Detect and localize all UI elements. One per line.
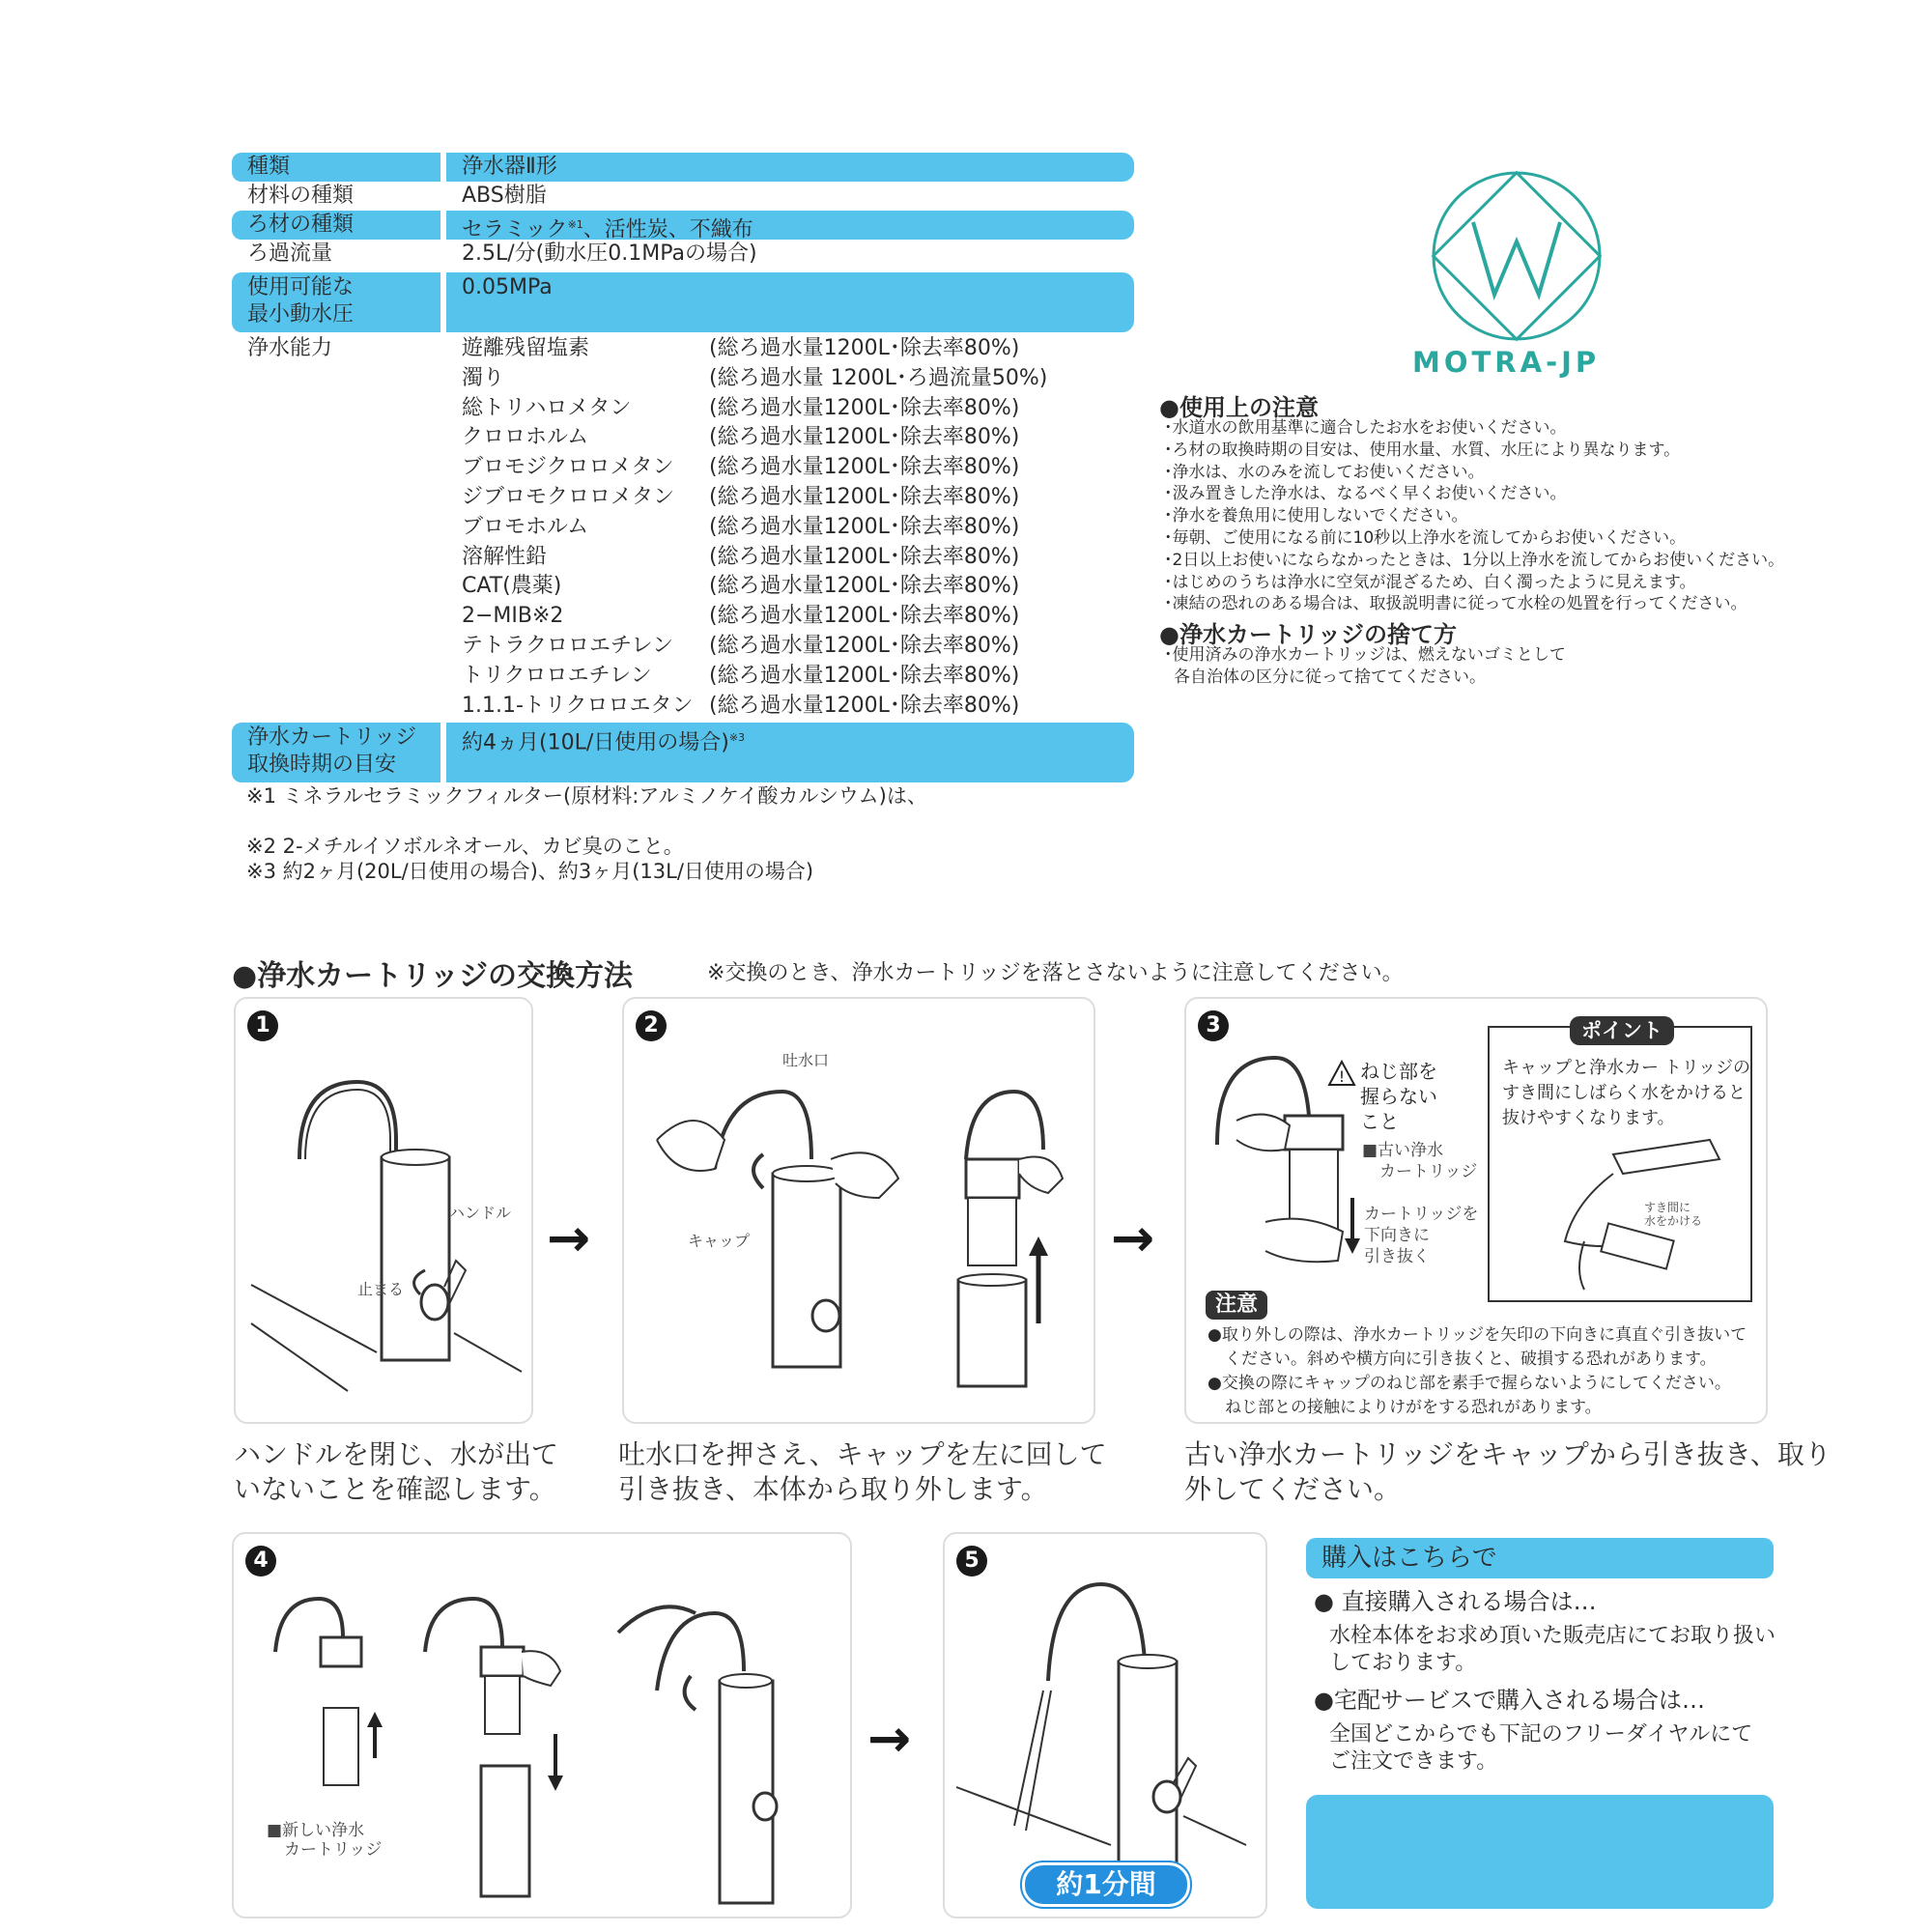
cap-label: キャップ — [688, 1232, 751, 1250]
footnote-1: ※1 ミネラルセラミックフィルター(原材料:アルミノケイ酸カルシウム)は、 — [246, 784, 927, 808]
spec-label — [232, 272, 440, 332]
label-line: すき間に — [1644, 1201, 1691, 1214]
ability-list — [446, 334, 1047, 721]
procedure-subtitle: ※交換のとき、浄水カートリッジを落とさないように注意してください。 — [707, 961, 1404, 985]
usage-item: ･汲み置きした浄水は、なるべく早くお使いください。 — [1164, 484, 1567, 504]
spec-row-flow — [232, 240, 1134, 269]
svg-text:!: ! — [1338, 1067, 1346, 1086]
ability-row — [462, 334, 1047, 364]
ability-detail: (総ろ過水量1200L･除去率80%) — [709, 484, 1020, 509]
spec-label-line: 最小動水圧 — [247, 302, 355, 327]
ability-detail: (総ろ過水量1200L･除去率80%) — [709, 574, 1020, 599]
point-illustration — [1546, 1135, 1739, 1294]
spec-label-line: 浄水カートリッジ — [247, 725, 417, 751]
usage-item: ･毎朝、ご使用になる前に10秒以上浄水を流してからお使いください。 — [1164, 527, 1687, 548]
ability-detail: (総ろ過水量1200L･除去率80%) — [709, 425, 1020, 450]
step-2-caption — [618, 1437, 1107, 1507]
step-number: 3 — [1198, 1010, 1229, 1041]
ability-row — [462, 632, 1047, 662]
spec-label-line: 使用可能な — [247, 275, 355, 299]
arrow-down-icon — [1343, 1198, 1362, 1256]
step-number: 5 — [956, 1546, 987, 1577]
faucet-step5-illustration — [956, 1575, 1256, 1855]
caption-line: いないことを確認します。 — [234, 1473, 556, 1505]
warning-icon — [1327, 1060, 1356, 1087]
warning-line: こと — [1360, 1110, 1399, 1133]
ability-name: トリクロロエチレン — [462, 663, 652, 688]
spec-value-main: 約4ヵ月(10L/日使用の場合) — [462, 730, 729, 755]
logo-icon — [1425, 164, 1608, 348]
ability-detail: (総ろ過水量1200L･除去率80%) — [709, 544, 1020, 569]
spec-label: 浄水能力 — [247, 336, 333, 360]
spec-value-main: セラミック — [462, 217, 568, 242]
arrow-right-icon: → — [867, 1708, 912, 1769]
disposal-text — [1164, 644, 1566, 689]
ability-detail: (総ろ過水量1200L･除去率80%) — [709, 633, 1020, 658]
ability-name: ブロモジクロロメタン — [462, 455, 674, 480]
ability-detail: (総ろ過水量1200L･除去率80%) — [709, 663, 1020, 688]
spec-label: 材料の種類 — [247, 184, 355, 208]
ability-name: 遊離残留塩素 — [462, 336, 590, 360]
usage-title: ●使用上の注意 — [1159, 394, 1319, 421]
ability-name: ジブロモクロロメタン — [462, 484, 675, 509]
caution-line: ●取り外しの際は、浄水カートリッジを矢印の下向きに真直ぐ引き抜いて — [1208, 1325, 1747, 1345]
caption-line: 引き抜き、本体から取り外します。 — [618, 1473, 1048, 1505]
one-minute-badge: 約1分間 — [1022, 1862, 1190, 1907]
stop-label: 止まる — [357, 1280, 405, 1298]
purchase-delivery — [1314, 1687, 1752, 1776]
purchase-direct-heading: ● 直接購入される場合は… — [1314, 1588, 1597, 1615]
footnote-mark: ※1 — [567, 218, 583, 231]
spec-value — [446, 723, 1134, 782]
spec-row-pressure — [232, 270, 1134, 332]
label-line: カートリッジ — [284, 1840, 383, 1860]
disposal-line: ･使用済みの浄水カートリッジは、燃えないゴミとして — [1164, 645, 1566, 665]
ability-name: 1.1.1-トリクロロエタン — [462, 693, 694, 718]
footnote-mark: ※3 — [728, 731, 746, 745]
spec-value: ABS樹脂 — [462, 184, 547, 208]
label-line: カートリッジを — [1364, 1205, 1479, 1224]
ability-row — [462, 692, 1047, 722]
faucet-step1-illustration — [251, 1063, 522, 1391]
usage-item: ･はじめのうちは浄水に空気が混ざるため、白く濁ったように見えます。 — [1164, 572, 1696, 592]
spec-label-line: 取換時期の目安 — [247, 753, 397, 778]
label-line: ■新しい浄水 — [267, 1821, 365, 1840]
purchase-delivery-text: ご注文できます。 — [1329, 1749, 1498, 1774]
caution-tag: 注意 — [1206, 1291, 1267, 1320]
label-line: ■古い浄水 — [1362, 1141, 1444, 1160]
usage-item: ･ろ材の取換時期の目安は、使用水量、水質、水圧により異なります。 — [1164, 440, 1681, 460]
caution-text — [1208, 1323, 1747, 1420]
spec-label: ろ材の種類 — [232, 211, 440, 240]
ability-row — [462, 513, 1047, 543]
ability-detail: (総ろ過水量1200L･除去率80%) — [709, 514, 1020, 539]
handle-label: ハンドル — [449, 1204, 512, 1222]
ability-name: 濁り — [462, 365, 505, 390]
ability-detail: (総ろ過水量1200L･除去率80%) — [709, 395, 1020, 420]
ability-name: 2−MIB※2 — [462, 604, 564, 629]
ability-row — [462, 364, 1047, 394]
caution-line: ください。斜めや横方向に引き抜くと、破損する恐れがあります。 — [1225, 1350, 1717, 1369]
spec-row-type — [232, 153, 1134, 182]
purchase-delivery-text: 全国どこからでも下記のフリーダイヤルにて — [1329, 1722, 1753, 1747]
ability-name: 溶解性鉛 — [462, 544, 548, 569]
step-1-caption — [234, 1437, 558, 1507]
disposal-line: 各自治体の区分に従って捨ててください。 — [1174, 667, 1486, 687]
gap-label — [1644, 1201, 1702, 1228]
logo-text: MOTRA-JP — [1412, 346, 1601, 379]
caution-line: ●交換の際にキャップのねじ部を素手で握らないようにしてください。 — [1208, 1374, 1731, 1393]
ability-row — [462, 662, 1047, 692]
arrow-right-icon: → — [1111, 1208, 1155, 1268]
step-3-caption — [1184, 1437, 1832, 1507]
new-cartridge-label — [267, 1821, 382, 1860]
footnote-3: ※3 約2ヶ月(20L/日使用の場合)、約3ヶ月(13L/日使用の場合) — [246, 860, 814, 883]
spec-value — [446, 211, 1134, 240]
label-line: 下向きに — [1364, 1226, 1430, 1245]
purchase-direct-text: しております。 — [1329, 1651, 1477, 1675]
caption-line: ハンドルを閉じ、水が出て — [234, 1438, 559, 1470]
ability-row — [462, 453, 1047, 483]
label-line: 引き抜く — [1364, 1247, 1430, 1266]
usage-item: ･浄水は、水のみを流してお使いください。 — [1164, 462, 1485, 482]
ability-detail: (総ろ過水量1200L･除去率80%) — [709, 604, 1020, 629]
caution-line: ねじ部との接触によりけがをする恐れがあります。 — [1225, 1398, 1602, 1417]
caption-line: 吐水口を押さえ、キャップを左に回して — [618, 1438, 1107, 1470]
ability-row — [462, 602, 1047, 632]
spec-label: ろ過流量 — [247, 242, 333, 266]
procedure-title: ●浄水カートリッジの交換方法 — [232, 959, 633, 993]
usage-item: ･凍結の恐れのある場合は、取扱説明書に従って水栓の処置を行ってください。 — [1164, 594, 1747, 614]
spec-value: 浄水器Ⅱ形 — [446, 153, 1134, 182]
ability-name: クロロホルム — [462, 425, 589, 450]
warning-line: 握らない — [1360, 1085, 1437, 1108]
spec-row-ability — [232, 334, 1134, 721]
ability-detail: (総ろ過水量1200L･除去率80%) — [709, 693, 1020, 718]
step-number: 1 — [247, 1010, 278, 1041]
point-line: すき間にしばらく水をかけると — [1502, 1083, 1746, 1103]
spec-value: 0.05MPa — [446, 272, 1134, 332]
point-line: 抜けやすくなります。 — [1502, 1108, 1675, 1128]
point-line: キャップと浄水カー トリッジの — [1502, 1058, 1751, 1078]
ability-row — [462, 543, 1047, 573]
spec-row-cartridge — [232, 721, 1134, 782]
spec-value: 2.5L/分(動水圧0.1MPaの場合) — [462, 242, 757, 266]
ability-name: 総トリハロメタン — [462, 395, 632, 420]
ability-name: ブロモホルム — [462, 514, 589, 539]
step-number: 2 — [636, 1010, 667, 1041]
purchase-blue-box — [1306, 1795, 1774, 1909]
ability-name: CAT(農薬) — [462, 574, 562, 599]
purchase-delivery-heading: ●宅配サービスで購入される場合は… — [1314, 1687, 1705, 1714]
purchase-title: 購入はこちらで — [1306, 1538, 1774, 1578]
ability-detail: (総ろ過水量1200L･除去率80%) — [709, 336, 1020, 360]
ability-name: テトラクロロエチレン — [462, 633, 674, 658]
label-line: カートリッジ — [1379, 1162, 1478, 1181]
point-text — [1502, 1056, 1750, 1131]
spec-label: 種類 — [232, 153, 440, 182]
ability-detail: (総ろ過水量 1200L･ろ過流量50%) — [709, 365, 1048, 390]
ability-row — [462, 572, 1047, 602]
arrow-right-icon: → — [547, 1208, 591, 1268]
ability-row — [462, 394, 1047, 424]
label-line: 水をかける — [1644, 1214, 1703, 1228]
ability-row — [462, 483, 1047, 513]
footnote-2: ※2 2-メチルイソボルネオール、カビ臭のこと。 — [246, 835, 684, 858]
warning-label — [1360, 1059, 1437, 1134]
ability-detail: (総ろ過水量1200L･除去率80%) — [709, 455, 1020, 480]
ability-row — [462, 423, 1047, 453]
spout-label: 吐水口 — [782, 1051, 830, 1069]
disposal-title: ●浄水カートリッジの捨て方 — [1159, 621, 1457, 648]
spec-label — [232, 723, 440, 782]
usage-item: ･水道水の飲用基準に適合したお水をお使いください。 — [1164, 418, 1567, 438]
spec-value-rest: 、活性炭、不織布 — [582, 217, 753, 242]
purchase-direct — [1314, 1588, 1776, 1677]
spec-table — [232, 153, 1134, 782]
pull-down-label — [1364, 1204, 1478, 1267]
usage-list — [1164, 417, 1784, 615]
purchase-direct-text: 水栓本体をお求め頂いた販売店にてお取り扱い — [1329, 1624, 1776, 1648]
spec-row-filter — [232, 211, 1134, 240]
warning-line: ねじ部を — [1360, 1060, 1437, 1083]
caption-line: 外してください。 — [1184, 1473, 1402, 1505]
point-tag: ポイント — [1570, 1016, 1674, 1045]
spec-row-material — [232, 182, 1134, 211]
step-number: 4 — [245, 1546, 276, 1577]
usage-item: ･浄水を養魚用に使用しないでください。 — [1164, 506, 1468, 526]
usage-item: ･2日以上お使いにならなかったときは、1分以上浄水を流してからお使いください。 — [1164, 550, 1785, 570]
old-cartridge-label — [1362, 1140, 1477, 1182]
caption-line: 古い浄水カートリッジをキャップから引き抜き、取り — [1184, 1438, 1832, 1470]
